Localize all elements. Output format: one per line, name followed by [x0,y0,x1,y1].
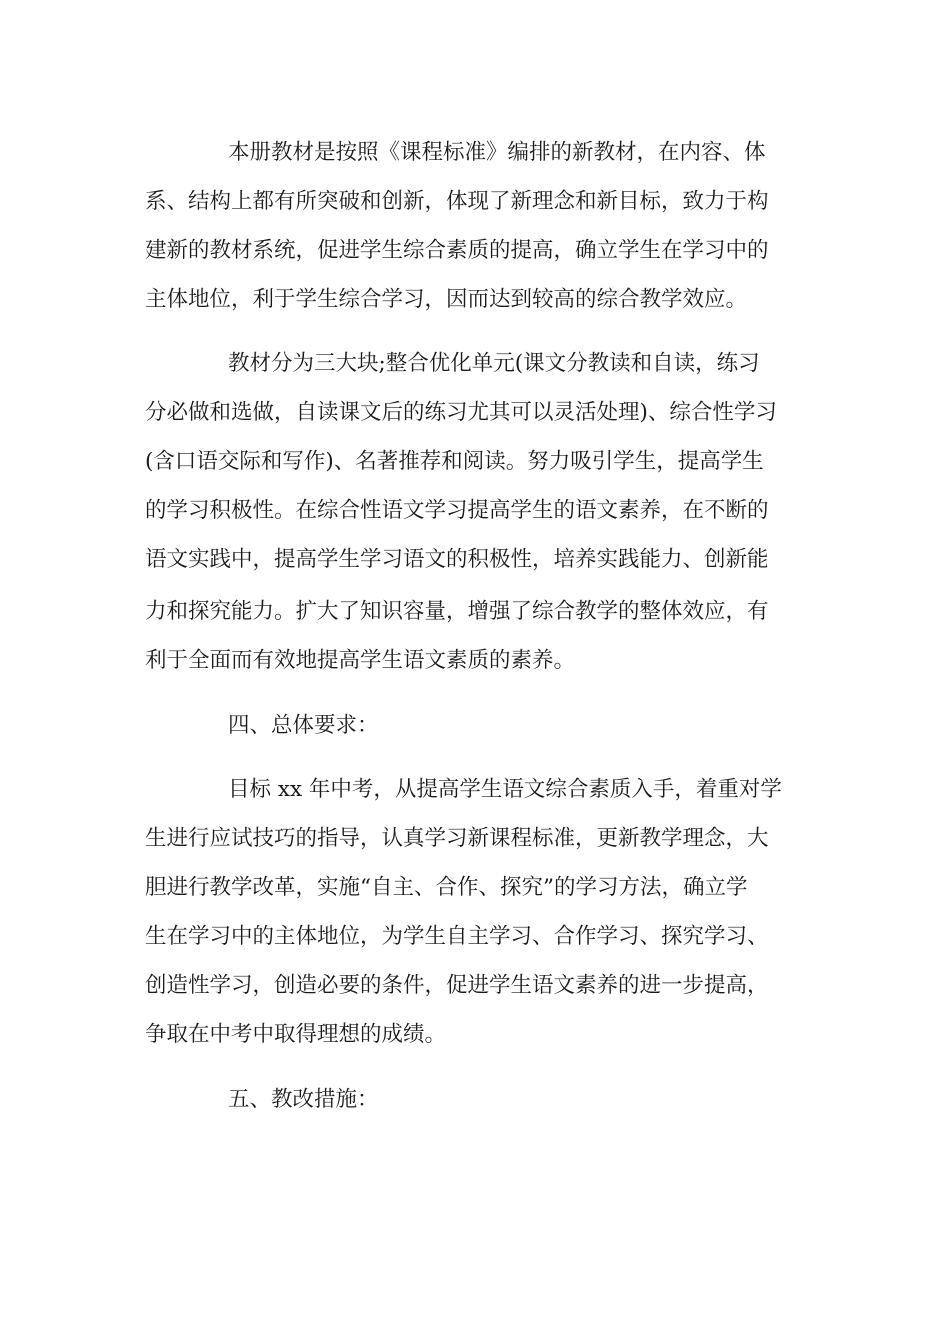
paragraph-3-line-6: 争取在中考中取得理想的成绩。 [145,1022,447,1047]
paragraph-3-line-4: 生在学习中的主体地位，为学生自主学习、合作学习、探究学习、 [145,924,769,949]
paragraph-3-line-5: 创造性学习，创造必要的条件，促进学生语文素养的进一步提高， [145,973,769,998]
paragraph-1-line-2: 系、结构上都有所突破和创新，体现了新理念和新目标，致力于构 [145,189,769,214]
paragraph-2-line-6: 力和探究能力。扩大了知识容量，增强了综合教学的整体效应，有 [145,599,769,624]
paragraph-1-line-1: 本册教材是按照《课程标准》编排的新教材，在内容、体 [228,140,766,165]
paragraph-2-line-4: 的学习积极性。在综合性语文学习提高学生的语文素养，在不断的 [145,498,769,523]
paragraph-3-line-2: 生进行应试技巧的指导，认真学习新课程标准，更新教学理念，大 [145,826,769,851]
section-heading-4: 四、总体要求： [228,713,379,738]
paragraph-1-line-4: 主体地位，利于学生综合学习，因而达到较高的综合教学效应。 [145,287,748,312]
paragraph-2-line-7: 利于全面而有效地提高学生语文素质的素养。 [145,648,576,673]
section-heading-5: 五、教改措施： [228,1087,379,1112]
paragraph-2-line-5: 语文实践中，提高学生学习语文的积极性，培养实践能力、创新能 [145,547,769,572]
paragraph-2-line-3: (含口语交际和写作)、名著推荐和阅读。努力吸引学生，提高学生 [145,449,764,474]
paragraph-1-line-3: 建新的教材系统，促进学生综合素质的提高，确立学生在学习中的 [145,238,769,263]
paragraph-3-line-3: 胆进行教学改革，实施“自主、合作、探究”的学习方法，确立学 [145,875,748,900]
paragraph-3-line-1: 目标 xx 年中考，从提高学生语文综合素质入手，着重对学 [228,777,782,802]
paragraph-2-line-2: 分必做和选做，自读课文后的练习尤其可以灵活处理)、综合性学习 [145,400,777,425]
paragraph-2-line-1: 教材分为三大块;整合优化单元(课文分教读和自读，练习 [228,351,760,376]
